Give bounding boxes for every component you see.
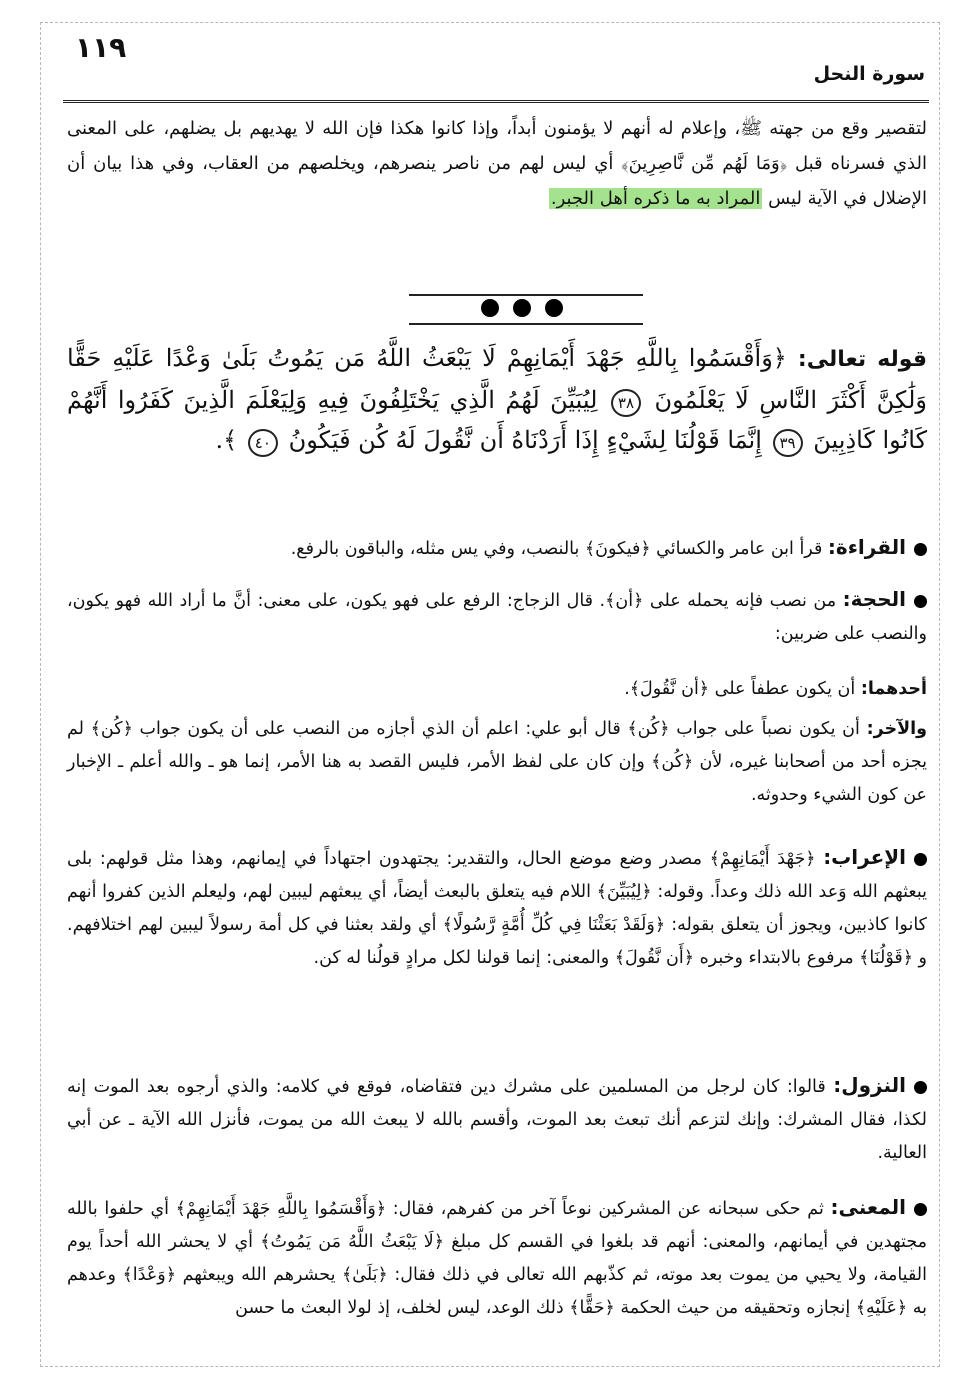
divider-rule-top — [409, 294, 643, 296]
divider-dot — [545, 299, 563, 317]
book-page — [40, 22, 940, 1367]
section-text: أن يكون عطفاً على ﴿أن نَّقُولَ﴾. — [624, 679, 856, 699]
sub-label: والآخر: — [866, 719, 927, 739]
verse-text: لِيُبَيِّنَ لَهُمُ الَّذِي يَخْتَلِفُونَ فِيهِ وَلِيَعْلَمَ الَّذِينَ كَفَرُوا أَنَّهُمْ كَانُوا كَاذِبِينَ — [67, 386, 927, 454]
aya-number-39: ٣٩ — [773, 429, 803, 457]
section-text: ثم حكى سبحانه عن المشركين نوعاً آخر من كفرهم، فقال: ﴿وَأَقْسَمُوا بِاللَّهِ جَهْدَ أَيْمَانِهِمْ﴾ أي حلفوا بالله مجتهدين في أيمانهم، والمعنى: أنهم قد بلغوا في القسم كل مبلغ ﴿لَا يَبْعَثُ اللَّهُ مَن يَمُوتُ﴾ أي لا يحشر الله أحداً يوم القيامة، ولا يحيي من يموت بعد موته، ثم كذّبهم الله تعالى في ذلك فقال: ﴿بَلَىٰ﴾ يحشرهم الله ويبعثهم ﴿وَعْدًا﴾ وعدهم به ﴿عَلَيْهِ﴾ إنجازه وتحقيقه من حيث الحكمة ﴿حَقًّا﴾ ذلك الوعد، ليس لخلف، إذ لولا البعث ما حسن — [67, 1199, 927, 1318]
bullet-icon — [914, 1081, 927, 1094]
divider-dots — [481, 299, 563, 317]
section-label: النزول: — [833, 1073, 906, 1097]
section-divider — [41, 285, 939, 335]
header-rule — [63, 100, 929, 103]
verse-close: ﴾. — [215, 426, 238, 454]
divider-dot — [513, 299, 531, 317]
section-label: الإعراب: — [823, 845, 906, 869]
bullet-icon — [914, 853, 927, 866]
intro-paragraph — [67, 111, 927, 216]
section-qiraa — [67, 531, 927, 566]
section-akhar — [67, 713, 927, 812]
sub-label: أحدهما: — [860, 679, 927, 699]
aya-number-40: ٤٠ — [248, 429, 278, 457]
divider-dot — [481, 299, 499, 317]
section-text: أن يكون نصباً على جواب ﴿كُن﴾ قال أبو علي: اعلم أن الذي أجازه من النصب على أن يكون جواب ﴿كُن﴾ لم يجزه أحد من أصحابنا غيره، لأن ﴿كُن﴾ وإن كان على لفظ الأمر، فليس القصد به هنا الأمر، إنما هو ـ والله أعلم ـ الإخبار عن كون الشيء وحدوثه. — [67, 719, 927, 805]
bullet-icon — [914, 595, 927, 608]
section-text: ﴿جَهْدَ أَيْمَانِهِمْ﴾ مصدر وضع موضع الحال، والتقدير: يجتهدون اجتهاداً في إيمانهم، وهذا مثل قولهم: بلى يبعثهم الله وَعد الله ذلك وعداً. وقوله: ﴿لِيُبَيِّنَ﴾ اللام فيه يتعلق بالبعث أيضاً، أي يبعثهم ليبين لهم، وليعلم الذين كفروا أنهم كانوا كاذبين، ويجوز أن يتعلق بقوله: ﴿وَلَقَدْ بَعَثْنَا فِي كُلِّ أُمَّةٍ رَّسُولًا﴾ أي ولقد بعثنا في كل أمة رسولاً ليبين لهم اختلافهم. و ﴿قَوْلُنَا﴾ مرفوع بالابتداء وخبره ﴿أَن نَّقُولَ﴾ والمعنى: إنما قولنا لكل مرادٍ قولُنا له كن. — [67, 849, 927, 968]
section-label: الحجة: — [842, 587, 906, 611]
bullet-icon — [914, 1203, 927, 1216]
section-text: من نصب فإنه يحمله على ﴿أن﴾. قال الزجاج: الرفع على فهو يكون، على معنى: أنَّ ما أراد الله فهو يكون، والنصب على ضربين: — [67, 591, 927, 644]
running-head: سورة النحل — [813, 63, 925, 85]
bullet-icon — [914, 543, 927, 556]
verse-lead: قوله تعالى: — [797, 347, 927, 372]
section-text: قالوا: كان لرجل من المسلمين على مشرك دين فتقاضاه، فوقع في كلامه: والذي أرجوه بعد الموت إنه لكذا، فقال المشرك: وإنك لتزعم أنك تبعث بعد الموت، وأقسم بالله لا يبعث الله من يموت، فأنزل الله الآية ـ عن أبي العالية. — [67, 1077, 927, 1163]
verse-text: ﴿وَأَقْسَمُوا بِاللَّهِ جَهْدَ أَيْمَانِهِمْ لَا يَبْعَثُ اللَّهُ مَن يَمُوتُ بَلَىٰ وَعْدًا عَلَيْهِ حَقًّا وَلَٰكِنَّ أَكْثَرَ النَّاسِ لَا يَعْلَمُونَ — [67, 344, 927, 414]
page-number: ١١٩ — [75, 31, 127, 64]
verse-block — [67, 338, 927, 460]
section-hujja — [67, 583, 927, 651]
section-mana — [67, 1191, 927, 1325]
section-nuzul — [67, 1069, 927, 1170]
divider-rule-bottom — [409, 323, 643, 325]
section-label: القراءة: — [827, 535, 906, 559]
section-irab — [67, 841, 927, 975]
section-label: المعنى: — [830, 1195, 906, 1219]
intro-text: لتقصير وقع من جهته ﷺ، وإعلام له أنهم لا يؤمنون أبداً، وإذا كانوا هكذا فإن الله لا يهديهم بل يضلهم، على المعنى الذي فسرناه قبل ﴿وَمَا لَهُم مِّن نَّاصِرِينَ﴾ أي ليس لهم من ناصر ينصرهم، ويخلصهم من العقاب، وفي هذا بيان أن الإضلال في الآية ليس — [67, 118, 927, 209]
aya-number-38: ٣٨ — [611, 389, 641, 417]
section-text: قرأ ابن عامر والكسائي ﴿فيكونَ﴾ بالنصب، وفي يس مثله، والباقون بالرفع. — [290, 539, 823, 559]
verse-text: إِنَّمَا قَوْلُنَا لِشَيْءٍ إِذَا أَرَدْنَاهُ أَن نَّقُولَ لَهُ كُن فَيَكُونُ — [288, 426, 762, 454]
highlighted-text[interactable]: المراد به ما ذكره أهل الجبر. — [550, 188, 761, 209]
section-ahad — [67, 673, 927, 706]
